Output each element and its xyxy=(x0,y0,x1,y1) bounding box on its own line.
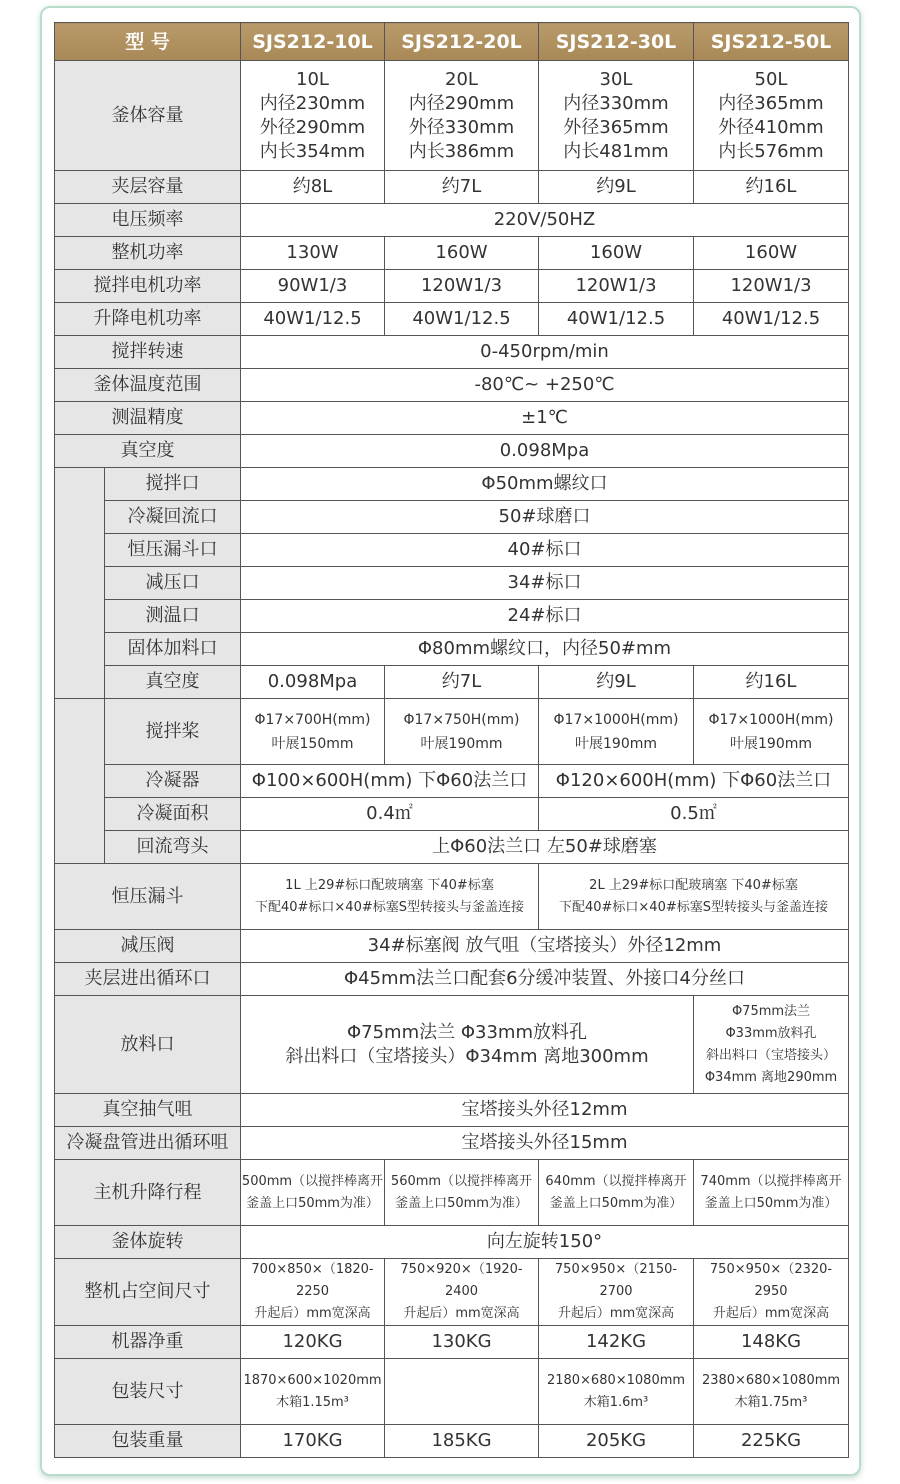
table-row xyxy=(55,765,849,798)
cell: 750×950×（2320-2950 升起后）mm宽深高 xyxy=(694,1259,849,1326)
cell: 90W1/3 xyxy=(241,270,385,303)
row-label: 整机占空间尺寸 xyxy=(55,1259,241,1326)
port-group-side xyxy=(55,468,105,699)
cell: 220V/50HZ xyxy=(241,204,849,237)
table-row xyxy=(55,1259,849,1326)
model-10l-header: SJS212-10L xyxy=(241,23,385,61)
cell: -80℃~ +250℃ xyxy=(241,369,849,402)
cell: ±1℃ xyxy=(241,402,849,435)
row-label: 搅拌口 xyxy=(105,468,241,501)
row-label: 升降电机功率 xyxy=(55,303,241,336)
row-label: 釜体容量 xyxy=(55,61,241,171)
row-label: 搅拌电机功率 xyxy=(55,270,241,303)
model-50l-header: SJS212-50L xyxy=(694,23,849,61)
model-30l-header: SJS212-30L xyxy=(539,23,694,61)
cell xyxy=(385,1359,539,1425)
cell: 0.098Mpa xyxy=(241,435,849,468)
table-row xyxy=(55,1094,849,1127)
cell: 1L 上29#标口配玻璃塞 下40#标塞 下配40#标口×40#标塞S型转接头与釜盖连接 xyxy=(241,864,539,930)
cell: 0.4㎡ xyxy=(241,798,539,831)
cell: 约7L xyxy=(385,666,539,699)
table-row xyxy=(55,600,849,633)
row-label: 恒压漏斗 xyxy=(55,864,241,930)
row-label: 减压阀 xyxy=(55,930,241,963)
cell: 40W1/12.5 xyxy=(241,303,385,336)
cell: 185KG xyxy=(385,1425,539,1458)
cell: 约16L xyxy=(694,171,849,204)
cell: 120W1/3 xyxy=(694,270,849,303)
table-row xyxy=(55,1425,849,1458)
table-row xyxy=(55,666,849,699)
table-row xyxy=(55,798,849,831)
cell: 750×950×（2150-2700 升起后）mm宽深高 xyxy=(539,1259,694,1326)
row-label: 主机升降行程 xyxy=(55,1160,241,1226)
cell: 2380×680×1080mm 木箱1.75m³ xyxy=(694,1359,849,1425)
row-label: 搅拌桨 xyxy=(105,699,241,765)
cell: 160W xyxy=(385,237,539,270)
cell: Φ45mm法兰口配套6分缓冲装置、外接口4分丝口 xyxy=(241,963,849,996)
table-row xyxy=(55,831,849,864)
cell: 130W xyxy=(241,237,385,270)
cell: 500mm（以搅拌棒离开 釜盖上口50mm为准） xyxy=(241,1160,385,1226)
row-label: 恒压漏斗口 xyxy=(105,534,241,567)
cell: 2L 上29#标口配玻璃塞 下40#标塞 下配40#标口×40#标塞S型转接头与釜盖连接 xyxy=(539,864,849,930)
cell: 40W1/12.5 xyxy=(385,303,539,336)
table-row xyxy=(55,402,849,435)
cell: 上Φ60法兰口 左50#球磨塞 xyxy=(241,831,849,864)
cell: Φ17×750H(mm) 叶展190mm xyxy=(385,699,539,765)
cell: Φ75mm法兰 Φ33mm放料孔 斜出料口（宝塔接头）Φ34mm 离地300mm xyxy=(241,996,694,1094)
table-row xyxy=(55,435,849,468)
table-row xyxy=(55,237,849,270)
row-label: 整机功率 xyxy=(55,237,241,270)
cell: 34#标塞阀 放气咀（宝塔接头）外径12mm xyxy=(241,930,849,963)
table-row xyxy=(55,1359,849,1425)
row-label: 包装尺寸 xyxy=(55,1359,241,1425)
cell: 142KG xyxy=(539,1326,694,1359)
spec-table xyxy=(54,22,849,1458)
cell: 0.098Mpa xyxy=(241,666,385,699)
cell: 40#标口 xyxy=(241,534,849,567)
cell: 0-450rpm/min xyxy=(241,336,849,369)
cell: Φ80mm螺纹口，内径50#mm xyxy=(241,633,849,666)
glass-group-side xyxy=(55,699,105,864)
cell: Φ120×600H(mm) 下Φ60法兰口 xyxy=(539,765,849,798)
table-row xyxy=(55,336,849,369)
cell: 225KG xyxy=(694,1425,849,1458)
row-label: 测温精度 xyxy=(55,402,241,435)
table-row xyxy=(55,501,849,534)
cell: 约16L xyxy=(694,666,849,699)
cell: 160W xyxy=(694,237,849,270)
cell: 约8L xyxy=(241,171,385,204)
row-label: 真空抽气咀 xyxy=(55,1094,241,1127)
row-label: 测温口 xyxy=(105,600,241,633)
cell: 34#标口 xyxy=(241,567,849,600)
row-label: 回流弯头 xyxy=(105,831,241,864)
model-20l-header: SJS212-20L xyxy=(385,23,539,61)
table-row xyxy=(55,171,849,204)
cell: 0.5㎡ xyxy=(539,798,849,831)
row-label: 真空度 xyxy=(55,435,241,468)
cell: 10L 内径230mm 外径290mm 内长354mm xyxy=(241,61,385,171)
row-label: 电压频率 xyxy=(55,204,241,237)
table-row xyxy=(55,864,849,930)
table-row xyxy=(55,567,849,600)
cell: 30L 内径330mm 外径365mm 内长481mm xyxy=(539,61,694,171)
row-label: 冷凝盘管进出循环咀 xyxy=(55,1127,241,1160)
cell: 120W1/3 xyxy=(539,270,694,303)
cell: 640mm（以搅拌棒离开 釜盖上口50mm为准） xyxy=(539,1160,694,1226)
table-row xyxy=(55,963,849,996)
row-label: 冷凝回流口 xyxy=(105,501,241,534)
cell: 约7L xyxy=(385,171,539,204)
cell: Φ75mm法兰 Φ33mm放料孔 斜出料口（宝塔接头） Φ34mm 离地290mm xyxy=(694,996,849,1094)
table-row xyxy=(55,1326,849,1359)
cell: 740mm（以搅拌棒离开 釜盖上口50mm为准） xyxy=(694,1160,849,1226)
table-row xyxy=(55,1226,849,1259)
row-label: 搅拌转速 xyxy=(55,336,241,369)
cell: 560mm（以搅拌棒离开 釜盖上口50mm为准） xyxy=(385,1160,539,1226)
cell: 宝塔接头外径15mm xyxy=(241,1127,849,1160)
table-row xyxy=(55,61,849,171)
cell: 2180×680×1080mm 木箱1.6m³ xyxy=(539,1359,694,1425)
row-label: 夹层容量 xyxy=(55,171,241,204)
cell: 160W xyxy=(539,237,694,270)
table-row xyxy=(55,996,849,1094)
row-label: 包装重量 xyxy=(55,1425,241,1458)
cell: Φ17×700H(mm) 叶展150mm xyxy=(241,699,385,765)
cell: 130KG xyxy=(385,1326,539,1359)
row-label: 固体加料口 xyxy=(105,633,241,666)
cell: Φ17×1000H(mm) 叶展190mm xyxy=(694,699,849,765)
table-row xyxy=(55,270,849,303)
cell: 24#标口 xyxy=(241,600,849,633)
row-label: 冷凝器 xyxy=(105,765,241,798)
cell: 170KG xyxy=(241,1425,385,1458)
table-row xyxy=(55,699,849,765)
cell: 约9L xyxy=(539,666,694,699)
row-label: 冷凝面积 xyxy=(105,798,241,831)
row-label: 釜体旋转 xyxy=(55,1226,241,1259)
table-row xyxy=(55,633,849,666)
cell: Φ50mm螺纹口 xyxy=(241,468,849,501)
table-row xyxy=(55,468,849,501)
row-label: 减压口 xyxy=(105,567,241,600)
row-label: 釜体温度范围 xyxy=(55,369,241,402)
row-label: 放料口 xyxy=(55,996,241,1094)
cell: 宝塔接头外径12mm xyxy=(241,1094,849,1127)
cell: 20L 内径290mm 外径330mm 内长386mm xyxy=(385,61,539,171)
cell: Φ100×600H(mm) 下Φ60法兰口 xyxy=(241,765,539,798)
row-label: 真空度 xyxy=(105,666,241,699)
table-row xyxy=(55,369,849,402)
table-row xyxy=(55,534,849,567)
row-label: 夹层进出循环口 xyxy=(55,963,241,996)
header-row xyxy=(55,23,849,61)
cell: 50#球磨口 xyxy=(241,501,849,534)
cell: 40W1/12.5 xyxy=(539,303,694,336)
cell: 750×920×（1920-2400 升起后）mm宽深高 xyxy=(385,1259,539,1326)
cell: 205KG xyxy=(539,1425,694,1458)
cell: 700×850×（1820-2250 升起后）mm宽深高 xyxy=(241,1259,385,1326)
table-row xyxy=(55,930,849,963)
cell: 40W1/12.5 xyxy=(694,303,849,336)
cell: 148KG xyxy=(694,1326,849,1359)
table-row xyxy=(55,1127,849,1160)
table-row xyxy=(55,303,849,336)
model-header: 型 号 xyxy=(55,23,241,61)
cell: 约9L xyxy=(539,171,694,204)
cell: 向左旋转150° xyxy=(241,1226,849,1259)
cell: 50L 内径365mm 外径410mm 内长576mm xyxy=(694,61,849,171)
cell: 120KG xyxy=(241,1326,385,1359)
table-row xyxy=(55,204,849,237)
cell: 120W1/3 xyxy=(385,270,539,303)
cell: Φ17×1000H(mm) 叶展190mm xyxy=(539,699,694,765)
cell: 1870×600×1020mm 木箱1.15m³ xyxy=(241,1359,385,1425)
row-label: 机器净重 xyxy=(55,1326,241,1359)
table-row xyxy=(55,1160,849,1226)
